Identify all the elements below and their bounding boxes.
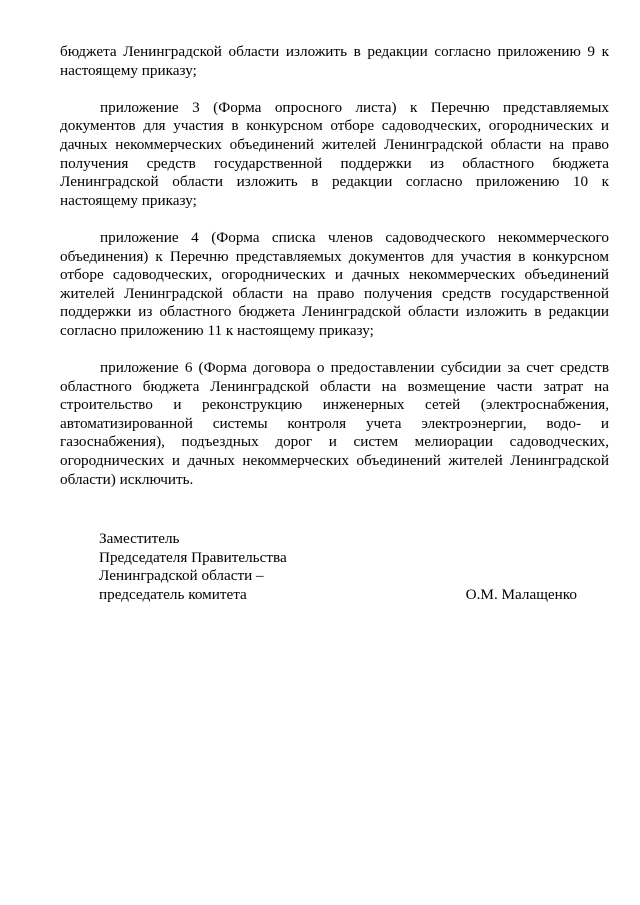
signatory-title-line-4: председатель комитета: [99, 585, 247, 603]
paragraph-appendix-3: приложение 3 (Форма опросного листа) к Перечню представляемых документов для участия в конкурсном отборе садоводческих, огороднических и дачных некоммерческих объединений жителей Ленинградской области на право получения средств государственной поддержки из областного бюджета Ленинградской области изложить в редакции согласно приложению 10 к настоящему приказу;: [60, 98, 609, 209]
signatory-title-line-3: Ленинградской области –: [99, 567, 264, 585]
paragraph-continuation: бюджета Ленинградской области изложить в редакции согласно приложению 9 к настоящему приказу;: [60, 43, 609, 79]
signatory-title-line-1: Заместитель: [99, 530, 180, 547]
paragraph-appendix-6: приложение 6 (Форма договора о предоставлении субсидии за счет средств областного бюджета Ленинградской области на возмещение части затрат на строительство и реконструкцию инженерных сетей (электроснабжения, автоматизированной системы контроля учета электроэнергии, водо- и газоснабжения), подъездных дорог и систем мелиорации садоводческих, огороднических и дачных некоммерческих объединений жителей Ленинградской области) исключить.: [60, 359, 609, 488]
paragraph-appendix-4: приложение 4 (Форма списка членов садоводческого некоммерческого объединения) к Перечню представляемых документов для участия в конкурсном отборе садоводческих, огороднических и дачных некоммерческих объединений жителей Ленинградской области на право получения средств государственной поддержки из областного бюджета Ленинградской области изложить в редакции согласно приложению 11 к настоящему приказу;: [60, 228, 609, 339]
signatory-title-last-row: [99, 586, 577, 605]
signature-block: [99, 530, 577, 604]
signatory-name: О.М. Малащенко: [465, 585, 577, 603]
signatory-title-line-2: Председателя Правительства: [99, 548, 287, 566]
document-body: [60, 43, 609, 489]
